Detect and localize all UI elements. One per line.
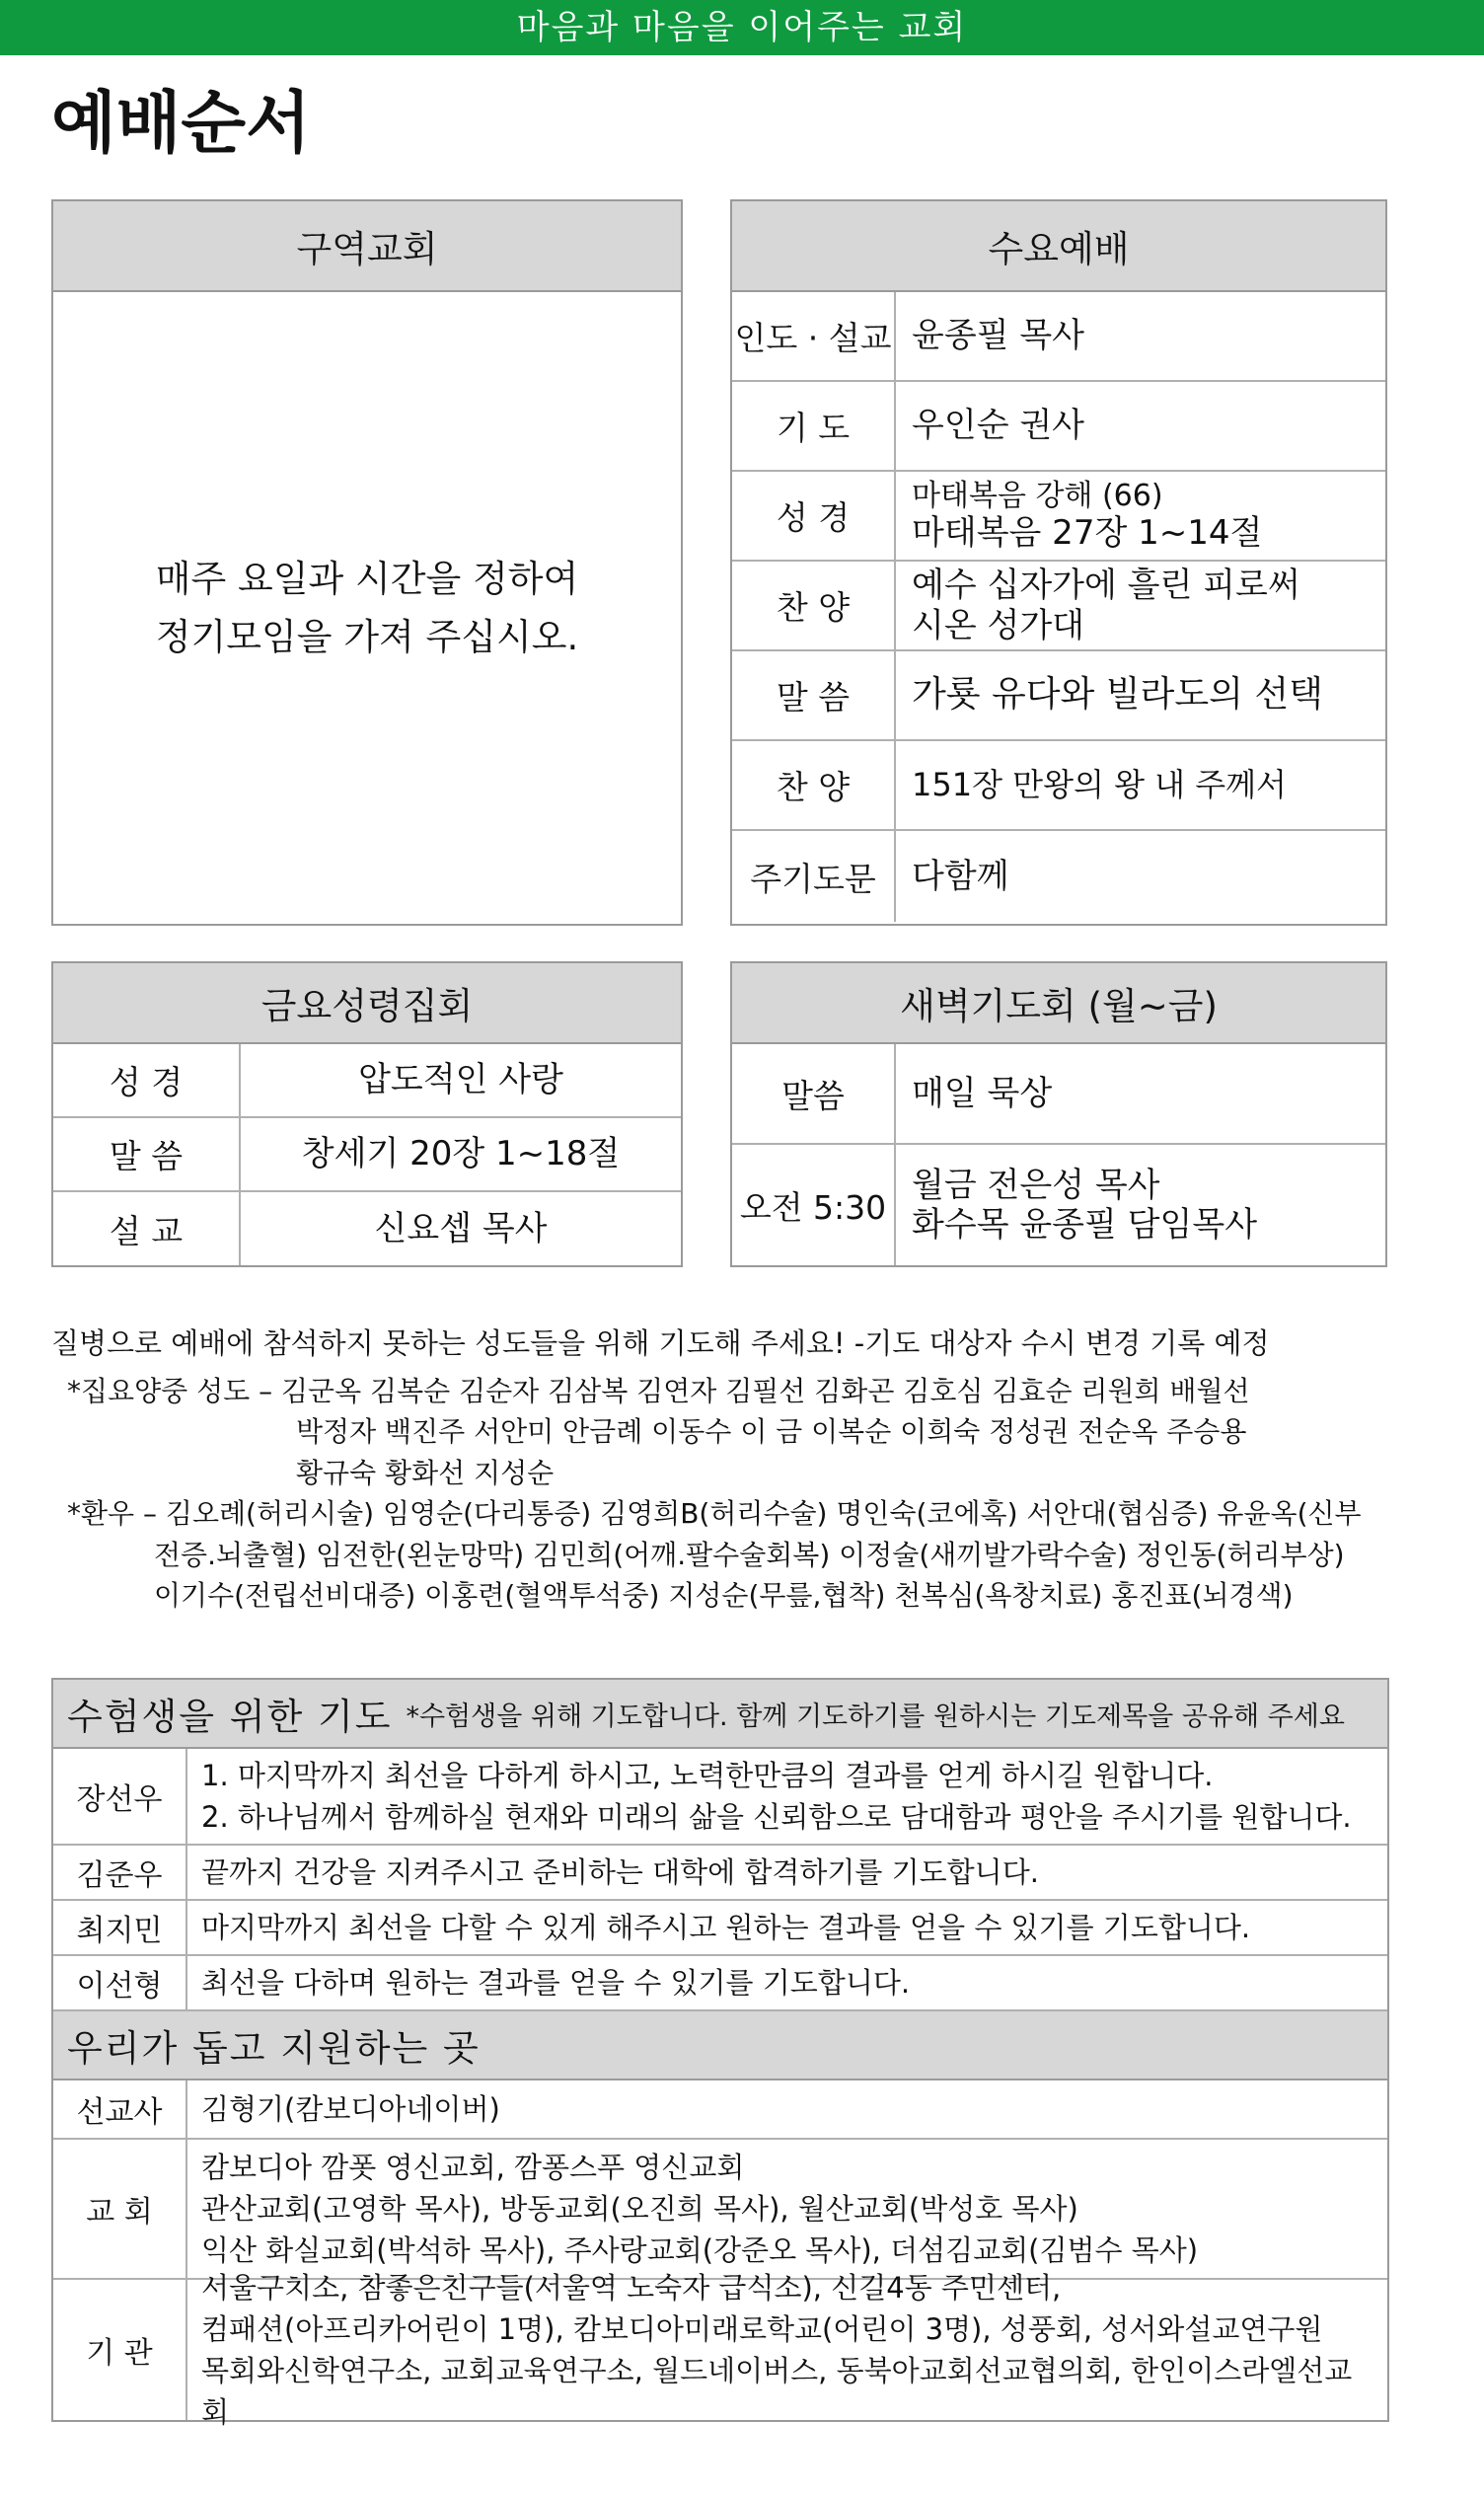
exam-heading-row [53,1680,1387,1749]
dawn-value: 매일 묵상 [912,1073,1053,1113]
wednesday-row [732,292,1385,382]
friday-heading: 금요성령집회 [53,963,681,1044]
exam-prayer: 1. 마지막까지 최선을 다하게 하시고, 노력한만큼의 결과를 얻게 하시길 원합니다. [201,1758,1214,1792]
prayer-line: 전증.뇌출혈) 임전한(왼눈망막) 김민희(어깨.팔수술회복) 이정술(새끼발가락수술) 정인동(허리부상) [154,1538,1345,1571]
support-row [53,2140,1387,2280]
support-value: 익산 화실교회(박석하 목사), 주사랑교회(강준오 목사), 더섬김교회(김범수 목사) [201,2233,1199,2268]
dawn-prayer-box [730,961,1387,1267]
friday-value: 신요셉 목사 [374,1208,548,1248]
exam-name: 최지민 [53,1901,187,1954]
wednesday-label: 찬 양 [732,562,896,649]
wednesday-row [732,562,1385,651]
district-message [53,292,681,924]
friday-label: 말 씀 [53,1118,241,1190]
wednesday-value: 151장 만왕의 왕 내 주께서 [912,765,1287,803]
wednesday-row [732,382,1385,472]
prayer-request-section [51,1323,1452,1617]
wednesday-value: 다함께 [912,856,1009,896]
exam-heading: 수험생을 위한 기도 [67,1696,393,1738]
friday-value: 창세기 20장 1~18절 [301,1134,621,1174]
wednesday-label: 주기도문 [732,831,896,922]
district-line-2: 정기모임을 가져 주십시오. [155,616,579,658]
support-value: 김형기(캄보디아네이버) [201,2091,500,2126]
wednesday-value: 마태복음 강해 (66) [912,478,1163,513]
support-value: 컴패션(아프리카어린이 1명), 캄보디아미래로학교(어린이 3명), 성풍회, 성서와설교연구원 [201,2311,1323,2346]
wednesday-label: 찬 양 [732,741,896,829]
wednesday-value: 윤종필 목사 [912,316,1085,356]
friday-row [53,1192,681,1265]
prayer-line: 황규숙 황화선 지성순 [296,1456,555,1489]
wednesday-label: 성 경 [732,472,896,560]
exam-row [53,1846,1387,1901]
support-heading-row [53,2011,1387,2080]
wednesday-row [732,651,1385,741]
dawn-row [732,1145,1385,1265]
wednesday-label: 기 도 [732,382,896,470]
prayer-line: 이기수(전립선비대증) 이홍련(혈액투석중) 지성순(무릎,협착) 천복심(욕창치료) 홍진표(뇌경색) [154,1579,1294,1613]
district-heading: 구역교회 [53,201,681,292]
wednesday-row [732,831,1385,922]
exam-prayer: 2. 하나님께서 함께하실 현재와 미래의 삶을 신뢰함으로 담대함과 평안을 주시기를 원합니다. [201,1800,1352,1834]
support-value: 목회와신학연구소, 교회교육연구소, 월드네이버스, 동북아교회선교협의회, 한인이스라엘선교회 [201,2354,1353,2430]
exam-name: 이선형 [53,1956,187,2009]
friday-row [53,1044,681,1118]
exam-prayer: 끝까지 건강을 지켜주시고 준비하는 대학에 합격하기를 기도합니다. [201,1854,1039,1889]
dawn-label: 말씀 [732,1044,896,1143]
dawn-row [732,1044,1385,1145]
exam-note: *수험생을 위해 기도합니다. 함께 기도하기를 원하시는 기도제목을 공유해 주세요 [406,1701,1345,1732]
district-line-1: 매주 요일과 시간을 정하여 [155,557,579,600]
prayer-line: *집요양중 성도 – 김군옥 김복순 김순자 김삼복 김연자 김필선 김화곤 김호심 김효순 리원희 배월선 [67,1374,1250,1407]
prayer-line: *환우 – 김오례(허리시술) 임영순(다리통증) 김영희B(허리수술) 명인숙(코에혹) 서안대(협심증) 유윤옥(신부 [67,1497,1362,1531]
support-label: 선교사 [53,2080,187,2138]
top-banner: 마음과 마음을 이어주는 교회 [0,0,1484,55]
friday-label: 설 교 [53,1192,241,1265]
support-row [53,2080,1387,2140]
friday-label: 성 경 [53,1044,241,1116]
wednesday-label: 인도 · 설교 [732,292,896,380]
friday-row [53,1118,681,1192]
wednesday-label: 말 씀 [732,651,896,739]
wednesday-value: 우인순 권사 [912,406,1085,446]
wednesday-value: 가룟 유다와 빌라도의 선택 [912,674,1323,716]
wednesday-value: 시온 성가대 [912,605,1085,645]
support-value: 관산교회(고영학 목사), 방동교회(오진희 목사), 월산교회(박성호 목사) [201,2191,1078,2226]
exam-row [53,1749,1387,1846]
wednesday-heading: 수요예배 [732,201,1385,292]
exam-row [53,1901,1387,1956]
dawn-label: 오전 5:30 [732,1145,896,1265]
friday-service-box [51,961,683,1267]
exam-row [53,1956,1387,2011]
support-label: 기 관 [53,2280,187,2420]
prayer-line: 박정자 백진주 서안미 안금례 이동수 이 금 이복순 이희숙 정성권 전순옥 주승용 [296,1415,1247,1449]
exam-support-box [51,1678,1389,2430]
wednesday-value: 마태복음 27장 1~14절 [912,513,1263,554]
page-title: 예배순서 [51,85,311,163]
support-heading: 우리가 돕고 지원하는 곳 [67,2027,481,2070]
district-church-box [51,199,683,926]
wednesday-service-box [730,199,1387,926]
support-label: 교 회 [53,2140,187,2278]
support-value: 서울구치소, 참좋은친구들(서울역 노숙자 급식소), 신길4동 주민센터, [201,2270,1062,2305]
wednesday-row [732,472,1385,562]
dawn-heading: 새벽기도회 (월~금) [732,963,1385,1044]
dawn-value: 화수목 윤종필 담임목사 [912,1205,1258,1245]
wednesday-row [732,741,1385,831]
support-row [53,2270,1387,2430]
exam-name: 김준우 [53,1846,187,1899]
prayer-heading: 질병으로 예배에 참석하지 못하는 성도들을 위해 기도해 주세요! -기도 대상자 수시 변경 기록 예정 [51,1326,1270,1360]
friday-value: 압도적인 사랑 [358,1060,563,1100]
dawn-value: 월금 전은성 목사 [912,1165,1160,1205]
wednesday-value: 예수 십자가에 흘린 피로써 [912,566,1300,606]
support-value: 캄보디아 깜폿 영신교회, 깜퐁스푸 영신교회 [201,2150,745,2184]
exam-prayer: 마지막까지 최선을 다할 수 있게 해주시고 원하는 결과를 얻을 수 있기를 기도합니다. [201,1910,1251,1944]
exam-prayer: 최선을 다하며 원하는 결과를 얻을 수 있기를 기도합니다. [201,1965,911,2000]
exam-name: 장선우 [53,1749,187,1844]
